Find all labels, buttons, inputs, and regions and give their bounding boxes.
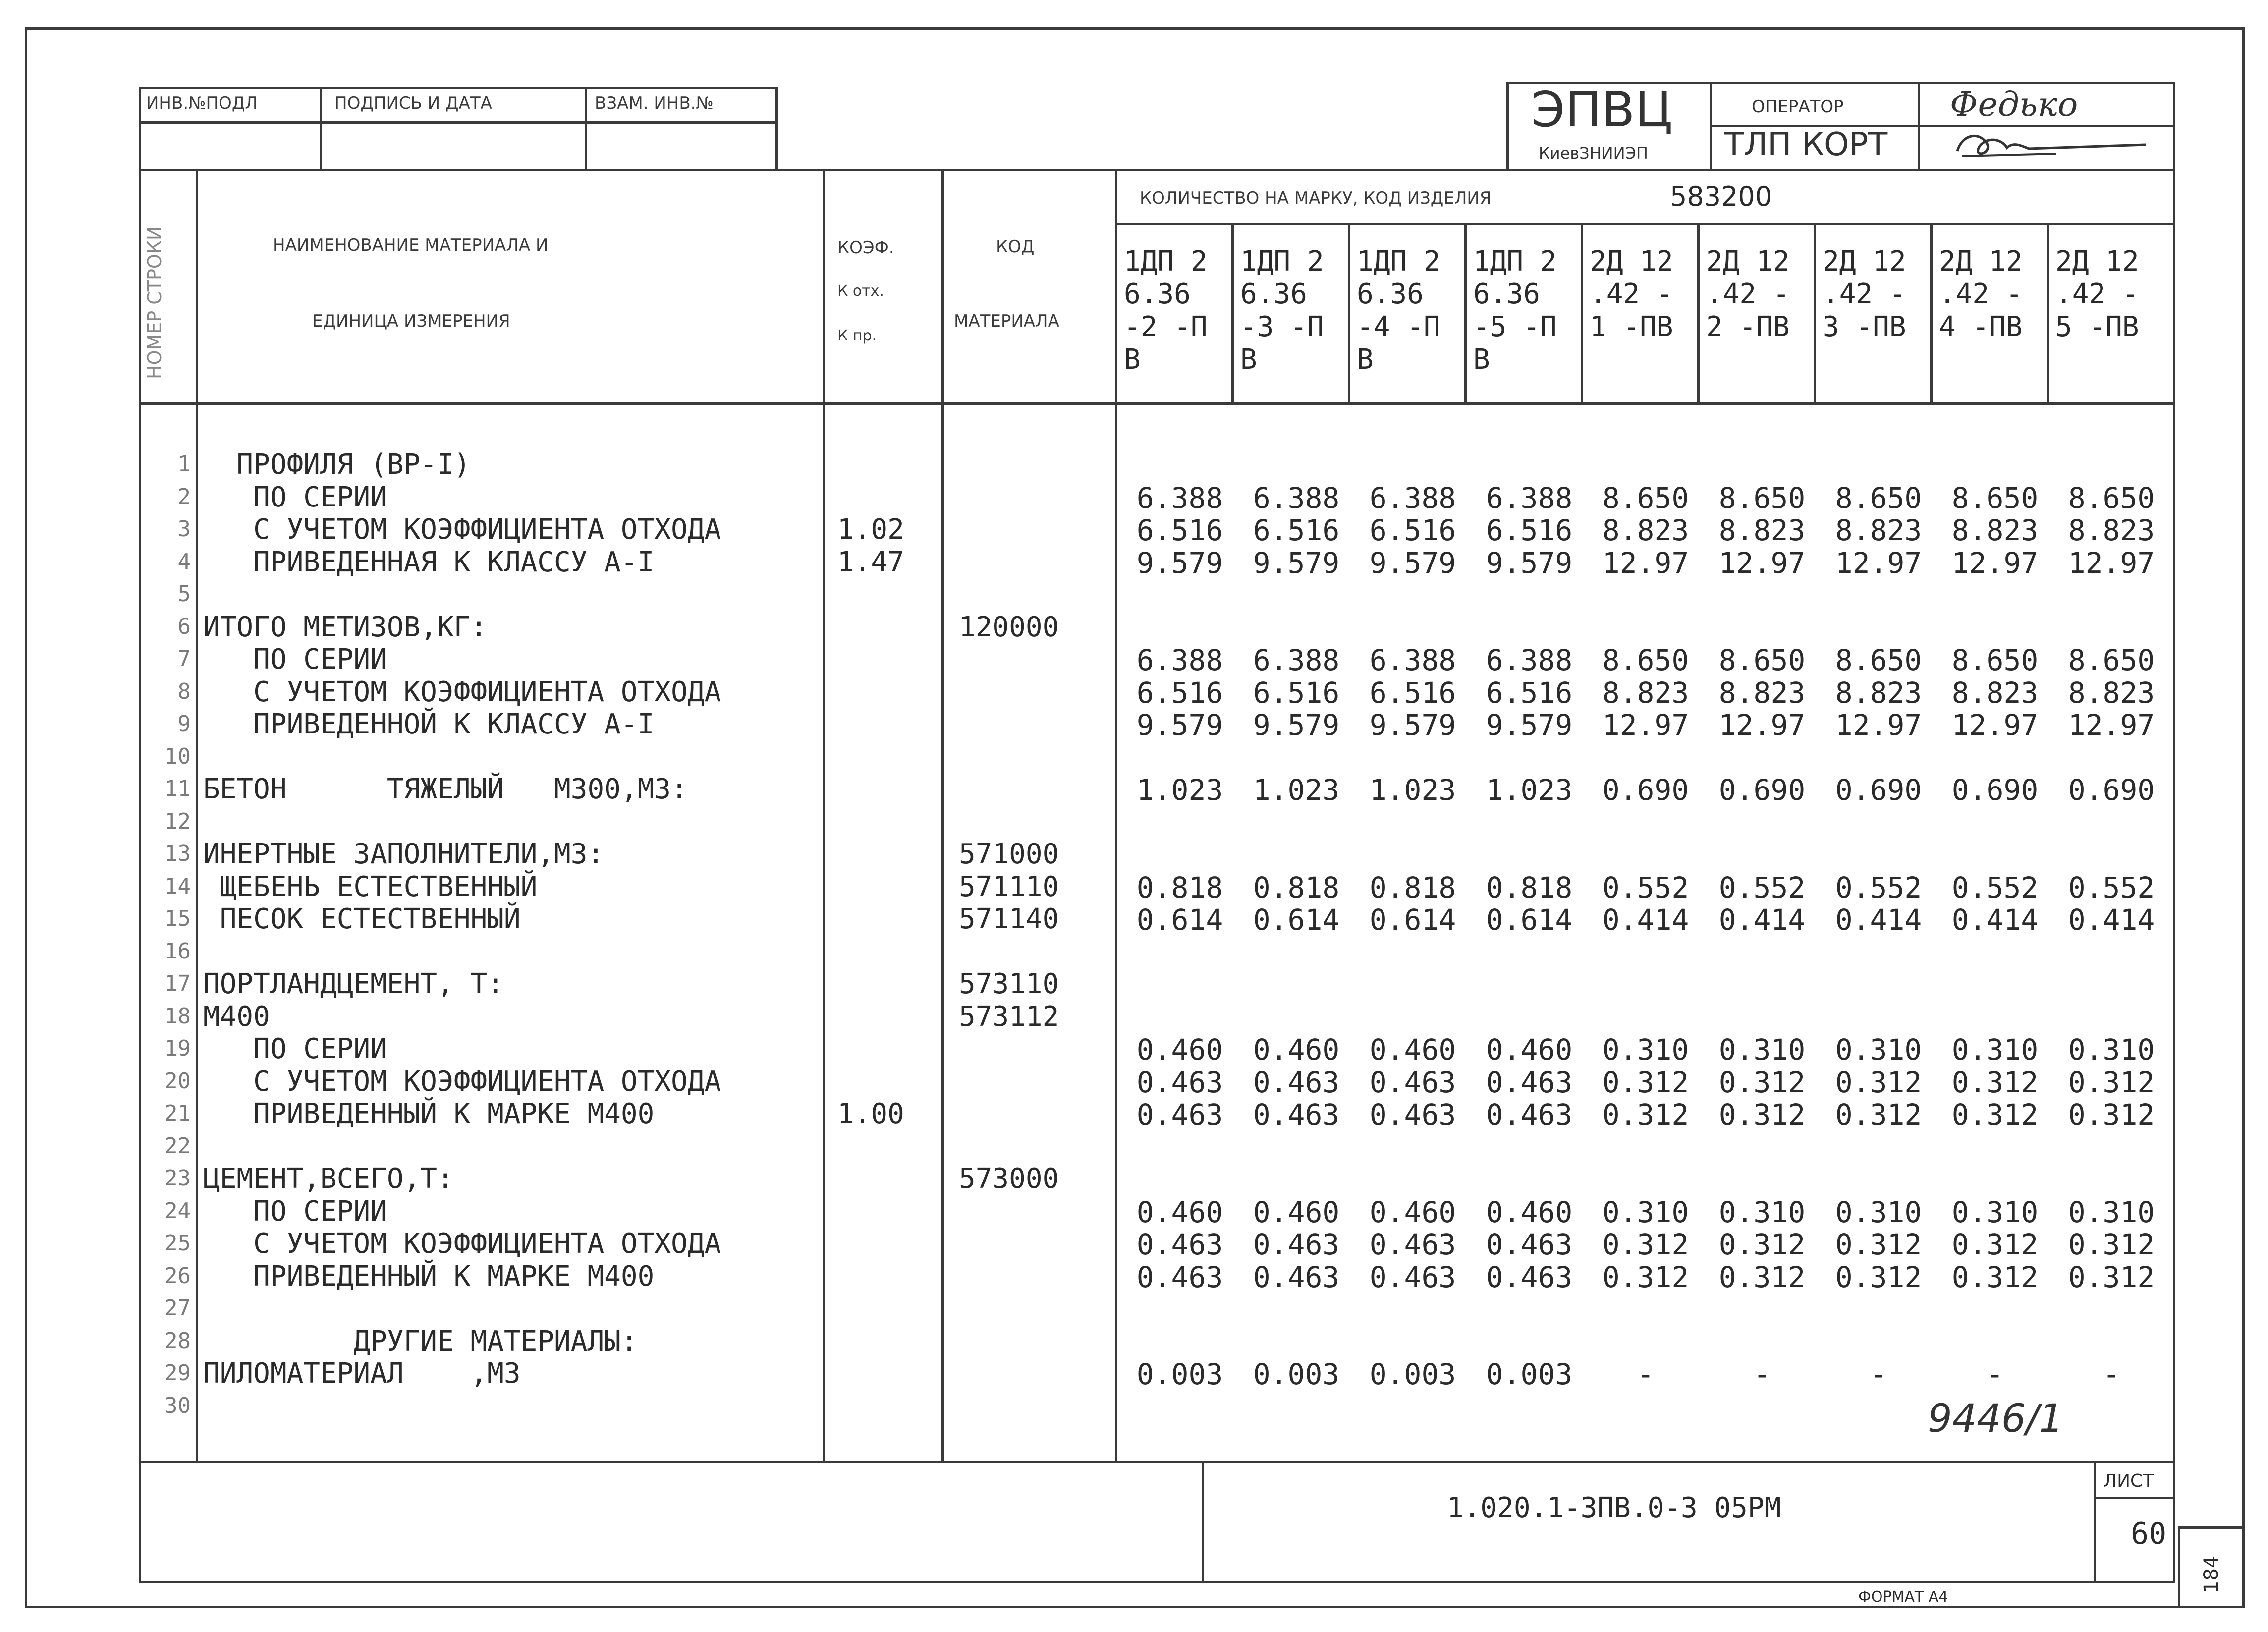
row-quantity-value: 8.823 (2068, 513, 2155, 547)
row-quantity-value: 0.312 (1602, 1065, 1689, 1099)
org-sub: КиевЗНИИЭП (1539, 144, 1648, 163)
row-quantity-value: 0.614 (1369, 903, 1456, 937)
row-quantity-value: 0.312 (1718, 1228, 1806, 1261)
row-quantity-value: 0.460 (1486, 1195, 1573, 1229)
row-quantity-value: 0.818 (1136, 870, 1223, 904)
row-quantity-value: 6.516 (1486, 513, 1573, 547)
row-quantity-value: 0.312 (1718, 1260, 1806, 1294)
row-material-name: ИТОГО МЕТИЗОВ,КГ: (203, 611, 488, 643)
row-quantity-value: 0.414 (1835, 903, 1922, 937)
row-quantity-value: 0.690 (1951, 773, 2039, 807)
row-number: 7 (177, 646, 191, 672)
sheet-label: ЛИСТ (2103, 1471, 2154, 1491)
side-number: 184 (2200, 1555, 2223, 1593)
row-quantity-value: 8.823 (1835, 675, 1922, 710)
row-number: 6 (177, 614, 191, 639)
row-quantity-value: 0.003 (1136, 1357, 1223, 1391)
row-material-name: ЦЕМЕНТ,ВСЕГО,Т: (203, 1163, 454, 1195)
row-code: 571000 (959, 838, 1059, 870)
row-quantity-value: 0.312 (1835, 1065, 1922, 1099)
header-code-1: КОД (996, 237, 1035, 257)
product-column-header: 1ДП 2 6.36 -3 -П В (1240, 245, 1324, 376)
row-quantity-value: 8.650 (2068, 643, 2155, 677)
row-coef: 1.47 (837, 546, 904, 578)
row-quantity-value: 6.516 (1253, 513, 1340, 547)
row-quantity-value: 0.312 (2068, 1098, 2155, 1131)
header-coef-2: К отх. (837, 282, 884, 300)
row-quantity-value: 0.463 (1253, 1228, 1340, 1261)
row-material-name: ПРИВЕДЕННАЯ К КЛАССУ А-I (203, 546, 655, 578)
row-quantity-value: 0.312 (1835, 1260, 1922, 1294)
row-coef: 1.00 (837, 1098, 904, 1130)
row-quantity-value: 0.312 (1951, 1228, 2039, 1261)
row-quantity-value: 0.460 (1486, 1033, 1573, 1067)
row-quantity-value: 0.463 (1253, 1065, 1340, 1099)
row-number: 12 (165, 808, 191, 834)
table-bottom-line (139, 1461, 2175, 1463)
row-quantity-value: 0.003 (1253, 1357, 1340, 1391)
row-quantity-value: 0.552 (2068, 870, 2155, 904)
row-quantity-value: 0.003 (1369, 1357, 1456, 1391)
row-quantity-value: 12.97 (1835, 708, 1922, 742)
row-quantity-value: 0.312 (1602, 1260, 1689, 1294)
row-quantity-value: 0.463 (1253, 1098, 1340, 1131)
row-material-name: ПО СЕРИИ (203, 643, 387, 675)
row-number: 24 (165, 1198, 191, 1224)
header-code-2: МАТЕРИАЛА (954, 311, 1059, 331)
row-number: 15 (165, 906, 191, 931)
row-material-name: ИНЕРТНЫЕ ЗАПОЛНИТЕЛИ,М3: (203, 838, 605, 870)
row-material-name: ПО СЕРИИ (203, 481, 387, 513)
row-number: 8 (177, 678, 191, 704)
row-quantity-value: 12.97 (2068, 708, 2155, 742)
row-quantity-value: 6.388 (1369, 481, 1456, 515)
header-name-1: НАИМЕНОВАНИЕ МАТЕРИАЛА И (273, 235, 549, 255)
row-number: 23 (165, 1166, 191, 1191)
row-quantity-value: 8.823 (1951, 513, 2039, 547)
col-line-num-divider (196, 169, 198, 1462)
product-column-header: 1ДП 2 6.36 -4 -П В (1357, 245, 1440, 376)
row-quantity-value: 0.818 (1253, 870, 1340, 904)
row-quantity-value: 6.388 (1369, 643, 1456, 677)
row-quantity-value: 6.516 (1136, 675, 1223, 710)
row-number: 29 (165, 1360, 191, 1386)
row-number: 26 (165, 1263, 191, 1289)
row-quantity-value: 8.823 (1718, 513, 1806, 547)
row-quantity-value: 8.650 (1835, 643, 1922, 677)
product-column-header: 2Д 12 .42 - 2 -ПВ (1706, 245, 1790, 343)
row-material-name: ПО СЕРИИ (203, 1033, 387, 1065)
row-quantity-value: 0.463 (1369, 1228, 1456, 1261)
row-quantity-value: 0.460 (1136, 1195, 1223, 1229)
row-code: 573112 (959, 1000, 1059, 1033)
row-material-name: ПРОФИЛЯ (ВР-I) (203, 449, 471, 481)
row-quantity-value: 0.312 (1835, 1228, 1922, 1261)
row-quantity-value: 0.460 (1253, 1195, 1340, 1229)
row-material-name: ПРИВЕДЕННЫЙ К МАРКЕ М400 (203, 1098, 655, 1130)
row-quantity-value: 0.818 (1369, 870, 1456, 904)
row-quantity-value: 0.463 (1486, 1098, 1573, 1131)
row-quantity-value: 0.310 (1718, 1033, 1806, 1067)
row-code: 571140 (959, 903, 1059, 935)
stamp-podpis-data: ПОДПИСЬ И ДАТА (334, 93, 492, 113)
format-label: ФОРМАТ А4 (1858, 1588, 1948, 1606)
row-quantity-value: - (1870, 1357, 1887, 1391)
header-name-2: ЕДИНИЦА ИЗМЕРЕНИЯ (312, 311, 510, 331)
row-code: 120000 (959, 611, 1059, 643)
row-quantity-value: 0.312 (2068, 1065, 2155, 1099)
row-code: 573110 (959, 968, 1059, 1000)
row-quantity-value: 1.023 (1486, 773, 1573, 807)
stamp-vzam-inv: ВЗАМ. ИНВ.№ (595, 93, 714, 113)
row-quantity-value: 0.690 (1602, 773, 1689, 807)
row-quantity-value: 6.388 (1486, 643, 1573, 677)
header-qty-label: КОЛИЧЕСТВО НА МАРКУ, КОД ИЗДЕЛИЯ (1140, 188, 1492, 208)
row-material-name: С УЧЕТОМ КОЭФФИЦИЕНТА ОТХОДА (203, 1228, 721, 1260)
row-quantity-value: 9.579 (1253, 708, 1340, 742)
row-quantity-value: 6.516 (1486, 675, 1573, 710)
row-quantity-value: 6.388 (1136, 481, 1223, 515)
row-number: 25 (165, 1231, 191, 1256)
row-quantity-value: 0.310 (1602, 1033, 1689, 1067)
doc-code: 1.020.1-3ПВ.0-3 05РМ (1447, 1492, 1781, 1524)
row-quantity-value: 0.463 (1486, 1260, 1573, 1294)
row-quantity-value: 0.414 (1602, 903, 1689, 937)
row-quantity-value: 0.614 (1253, 903, 1340, 937)
row-quantity-value: 0.460 (1253, 1033, 1340, 1067)
product-column-header: 2Д 12 .42 - 3 -ПВ (1823, 245, 1906, 343)
operator-label: ОПЕРАТОР (1752, 97, 1844, 116)
row-quantity-value: 0.312 (1951, 1260, 2039, 1294)
row-quantity-value: 0.312 (2068, 1228, 2155, 1261)
row-code: 573000 (959, 1163, 1059, 1195)
row-quantity-value: 0.463 (1136, 1098, 1223, 1131)
row-material-name: С УЧЕТОМ КОЭФФИЦИЕНТА ОТХОДА (203, 1065, 721, 1098)
product-column-header: 1ДП 2 6.36 -2 -П В (1124, 245, 1208, 376)
row-quantity-value: 0.312 (1602, 1098, 1689, 1131)
row-quantity-value: 0.310 (1835, 1195, 1922, 1229)
row-quantity-value: 0.552 (1718, 870, 1806, 904)
row-quantity-value: 0.414 (2068, 903, 2155, 937)
row-quantity-value: 0.463 (1369, 1260, 1456, 1294)
row-quantity-value: 8.650 (1951, 481, 2039, 515)
header-bottom-line (139, 402, 2175, 405)
row-quantity-value: 0.463 (1486, 1228, 1573, 1261)
row-quantity-value: 6.388 (1253, 481, 1340, 515)
row-number: 4 (177, 549, 191, 574)
row-quantity-value: 0.312 (1602, 1228, 1689, 1261)
row-number: 22 (165, 1133, 191, 1159)
row-quantity-value: 12.97 (2068, 546, 2155, 580)
row-quantity-value: 8.650 (2068, 481, 2155, 515)
row-quantity-value: 9.579 (1486, 546, 1573, 580)
row-quantity-value: 1.023 (1369, 773, 1456, 807)
row-quantity-value: 0.460 (1369, 1195, 1456, 1229)
row-quantity-value: 8.650 (1602, 643, 1689, 677)
row-number: 10 (165, 743, 191, 769)
row-quantity-value: 0.003 (1486, 1357, 1573, 1391)
row-quantity-value: 9.579 (1253, 546, 1340, 580)
product-column-header: 2Д 12 .42 - 1 -ПВ (1590, 245, 1673, 343)
stamp-inv-podl: ИНВ.№ПОДЛ (146, 93, 258, 113)
row-quantity-value: 0.414 (1951, 903, 2039, 937)
product-column-header: 2Д 12 .42 - 5 -ПВ (2055, 245, 2139, 343)
row-quantity-value: 1.023 (1253, 773, 1340, 807)
product-column-header: 1ДП 2 6.36 -5 -П В (1473, 245, 1557, 376)
row-quantity-value: 12.97 (1718, 708, 1806, 742)
row-quantity-value: - (1753, 1357, 1771, 1391)
row-quantity-value: 0.310 (1602, 1195, 1689, 1229)
row-quantity-value: - (1637, 1357, 1655, 1391)
row-number: 17 (165, 971, 191, 996)
row-material-name: С УЧЕТОМ КОЭФФИЦИЕНТА ОТХОДА (203, 675, 721, 708)
row-quantity-value: 12.97 (1602, 708, 1689, 742)
row-quantity-value: 0.818 (1486, 870, 1573, 904)
row-material-name: БЕТОН ТЯЖЕЛЫЙ М300,М3: (203, 773, 688, 805)
row-number: 2 (177, 484, 191, 509)
row-quantity-value: 8.650 (1602, 481, 1689, 515)
row-quantity-value: 8.823 (1835, 513, 1922, 547)
row-quantity-value: 0.414 (1718, 903, 1806, 937)
row-number: 21 (165, 1101, 191, 1126)
row-quantity-value: 6.388 (1253, 643, 1340, 677)
row-quantity-value: 0.463 (1253, 1260, 1340, 1294)
row-number: 5 (177, 581, 191, 607)
row-quantity-value: 8.823 (1602, 675, 1689, 710)
header-line-num: НОМЕР СТРОКИ (144, 226, 166, 379)
row-material-name: ПРИВЕДЕННОЙ К КЛАССУ А-I (203, 708, 655, 740)
row-number: 19 (165, 1036, 191, 1061)
row-number: 18 (165, 1003, 191, 1029)
row-quantity-value: 0.552 (1951, 870, 2039, 904)
row-material-name: С УЧЕТОМ КОЭФФИЦИЕНТА ОТХОДА (203, 513, 721, 546)
row-quantity-value: 0.463 (1369, 1098, 1456, 1131)
product-column-header: 2Д 12 .42 - 4 -ПВ (1939, 245, 2023, 343)
operator-name: Федько (1950, 85, 2078, 124)
row-quantity-value: 0.310 (1951, 1195, 2039, 1229)
row-material-name: ЩЕБЕНЬ ЕСТЕСТВЕННЫЙ (203, 870, 538, 903)
row-number: 30 (165, 1393, 191, 1418)
row-quantity-value: 0.463 (1136, 1065, 1223, 1099)
row-quantity-value: 0.552 (1835, 870, 1922, 904)
row-number: 9 (177, 711, 191, 736)
row-quantity-value: 1.023 (1136, 773, 1223, 807)
row-quantity-value: 9.579 (1136, 708, 1223, 742)
row-quantity-value: 0.614 (1136, 903, 1223, 937)
row-number: 20 (165, 1068, 191, 1094)
row-number: 13 (165, 841, 191, 866)
row-quantity-value: - (2102, 1357, 2120, 1391)
row-quantity-value: 9.579 (1486, 708, 1573, 742)
row-quantity-value: 8.650 (1718, 481, 1806, 515)
row-material-name: ПРИВЕДЕННЫЙ К МАРКЕ М400 (203, 1260, 655, 1293)
row-quantity-value: 0.690 (1835, 773, 1922, 807)
tlp-kort: ТЛП КОРТ (1724, 126, 1888, 163)
row-quantity-value: 0.312 (1835, 1098, 1922, 1131)
row-quantity-value: 0.463 (1136, 1228, 1223, 1261)
row-quantity-value: 6.516 (1369, 513, 1456, 547)
row-material-name: ПО СЕРИИ (203, 1195, 387, 1228)
row-quantity-value: 9.579 (1369, 708, 1456, 742)
row-quantity-value: 0.614 (1486, 903, 1573, 937)
row-quantity-value: 0.460 (1136, 1033, 1223, 1067)
row-material-name: ПИЛОМАТЕРИАЛ ,М3 (203, 1357, 521, 1390)
row-quantity-value: 6.388 (1486, 481, 1573, 515)
row-quantity-value: 0.463 (1369, 1065, 1456, 1099)
row-quantity-value: 0.690 (2068, 773, 2155, 807)
row-quantity-value: 0.312 (1718, 1065, 1806, 1099)
row-quantity-value: 12.97 (1951, 546, 2039, 580)
row-quantity-value: 12.97 (1718, 546, 1806, 580)
row-number: 1 (177, 451, 191, 477)
row-material-name: М400 (203, 1000, 270, 1033)
handwritten-number: 9446/1 (1928, 1397, 2064, 1441)
row-quantity-value: 0.310 (2068, 1195, 2155, 1229)
row-number: 16 (165, 938, 191, 964)
row-quantity-value: 8.823 (1602, 513, 1689, 547)
row-quantity-value: - (1986, 1357, 2004, 1391)
row-quantity-value: 8.823 (2068, 675, 2155, 710)
sheet-number: 60 (2131, 1517, 2167, 1551)
row-quantity-value: 0.310 (1718, 1195, 1806, 1229)
row-quantity-value: 8.823 (1951, 675, 2039, 710)
row-number: 11 (165, 776, 191, 801)
row-quantity-value: 0.552 (1602, 870, 1689, 904)
row-coef: 1.02 (837, 513, 904, 546)
row-quantity-value: 6.516 (1369, 675, 1456, 710)
row-quantity-value: 0.312 (1718, 1098, 1806, 1131)
row-quantity-value: 0.310 (1951, 1033, 2039, 1067)
row-quantity-value: 8.650 (1951, 643, 2039, 677)
org-main: ЭПВЦ (1531, 82, 1673, 138)
row-quantity-value: 0.310 (2068, 1033, 2155, 1067)
header-coef-3: К пр. (837, 327, 877, 344)
signature (1933, 124, 2165, 169)
row-quantity-value: 6.516 (1136, 513, 1223, 547)
row-quantity-value: 8.823 (1718, 675, 1806, 710)
row-quantity-value: 0.463 (1486, 1065, 1573, 1099)
row-number: 27 (165, 1295, 191, 1321)
row-number: 28 (165, 1328, 191, 1353)
row-quantity-value: 0.310 (1835, 1033, 1922, 1067)
row-quantity-value: 0.460 (1369, 1033, 1456, 1067)
row-code: 571110 (959, 870, 1059, 903)
row-quantity-value: 0.690 (1718, 773, 1806, 807)
row-material-name: ПЕСОК ЕСТЕСТВЕННЫЙ (203, 903, 521, 935)
row-quantity-value: 0.312 (1951, 1065, 2039, 1099)
row-quantity-value: 12.97 (1602, 546, 1689, 580)
row-quantity-value: 6.388 (1136, 643, 1223, 677)
header-coef-1: КОЭФ. (837, 238, 894, 258)
row-number: 3 (177, 516, 191, 542)
row-quantity-value: 9.579 (1369, 546, 1456, 580)
row-quantity-value: 0.312 (1951, 1098, 2039, 1131)
row-quantity-value: 6.516 (1253, 675, 1340, 710)
row-quantity-value: 8.650 (1835, 481, 1922, 515)
row-quantity-value: 12.97 (1835, 546, 1922, 580)
row-number: 14 (165, 873, 191, 899)
row-quantity-value: 12.97 (1951, 708, 2039, 742)
row-quantity-value: 9.579 (1136, 546, 1223, 580)
row-material-name: ПОРТЛАНДЦЕМЕНТ, Т: (203, 968, 504, 1000)
row-quantity-value: 0.463 (1136, 1260, 1223, 1294)
header-qty-code: 583200 (1670, 181, 1772, 212)
row-quantity-value: 8.650 (1718, 643, 1806, 677)
row-material-name: ДРУГИЕ МАТЕРИАЛЫ: (203, 1325, 638, 1357)
row-quantity-value: 0.312 (2068, 1260, 2155, 1294)
